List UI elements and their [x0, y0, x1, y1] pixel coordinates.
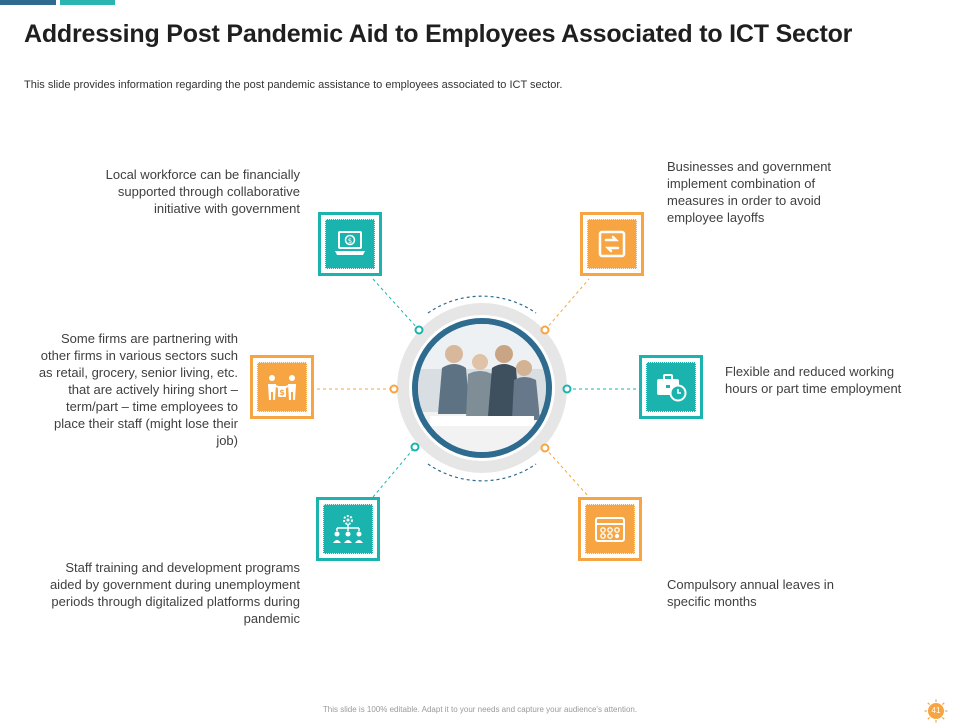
- item-text-flexible-hours: Flexible and reduced working hours or part time employment: [725, 364, 902, 396]
- item-text-annual-leaves: Compulsory annual leaves in specific months: [667, 577, 834, 609]
- item-text-avoid-layoffs: Businesses and government implement combination of measures in order to avoid employee layoffs: [667, 159, 832, 225]
- item-text-partnering-firms: Some firms are partnering with other firms in various sectors such as retail, grocery, senior living, etc. that are actively hiring short – term/part – time employees to place their staff (might lose their job): [38, 331, 238, 448]
- dot-bottom-left: [412, 444, 419, 451]
- page-number: 41: [928, 703, 944, 719]
- svg-text:$: $: [279, 388, 285, 397]
- dot-mid-right: [564, 386, 571, 393]
- dot-top-right: [542, 327, 549, 334]
- dot-mid-left: [391, 386, 398, 393]
- item-text-workforce-support: Local workforce can be financially supported through collaborative initiative with government: [105, 167, 300, 216]
- dot-bottom-right: [542, 445, 549, 452]
- footer-note: This slide is 100% editable. Adapt it to your needs and capture your audience's attention.: [322, 705, 638, 714]
- slide-subtitle: This slide provides information regarding the post pandemic assistance to employees associated to ICT sector.: [24, 79, 563, 91]
- dot-top-left: [416, 327, 423, 334]
- item-text-staff-training: Staff training and development programs aided by government during unemployment periods through digitalized platforms during pandemic: [49, 560, 300, 626]
- svg-text:$: $: [347, 237, 353, 245]
- slide-title: Addressing Post Pandemic Aid to Employees Associated to ICT Sector: [24, 20, 853, 48]
